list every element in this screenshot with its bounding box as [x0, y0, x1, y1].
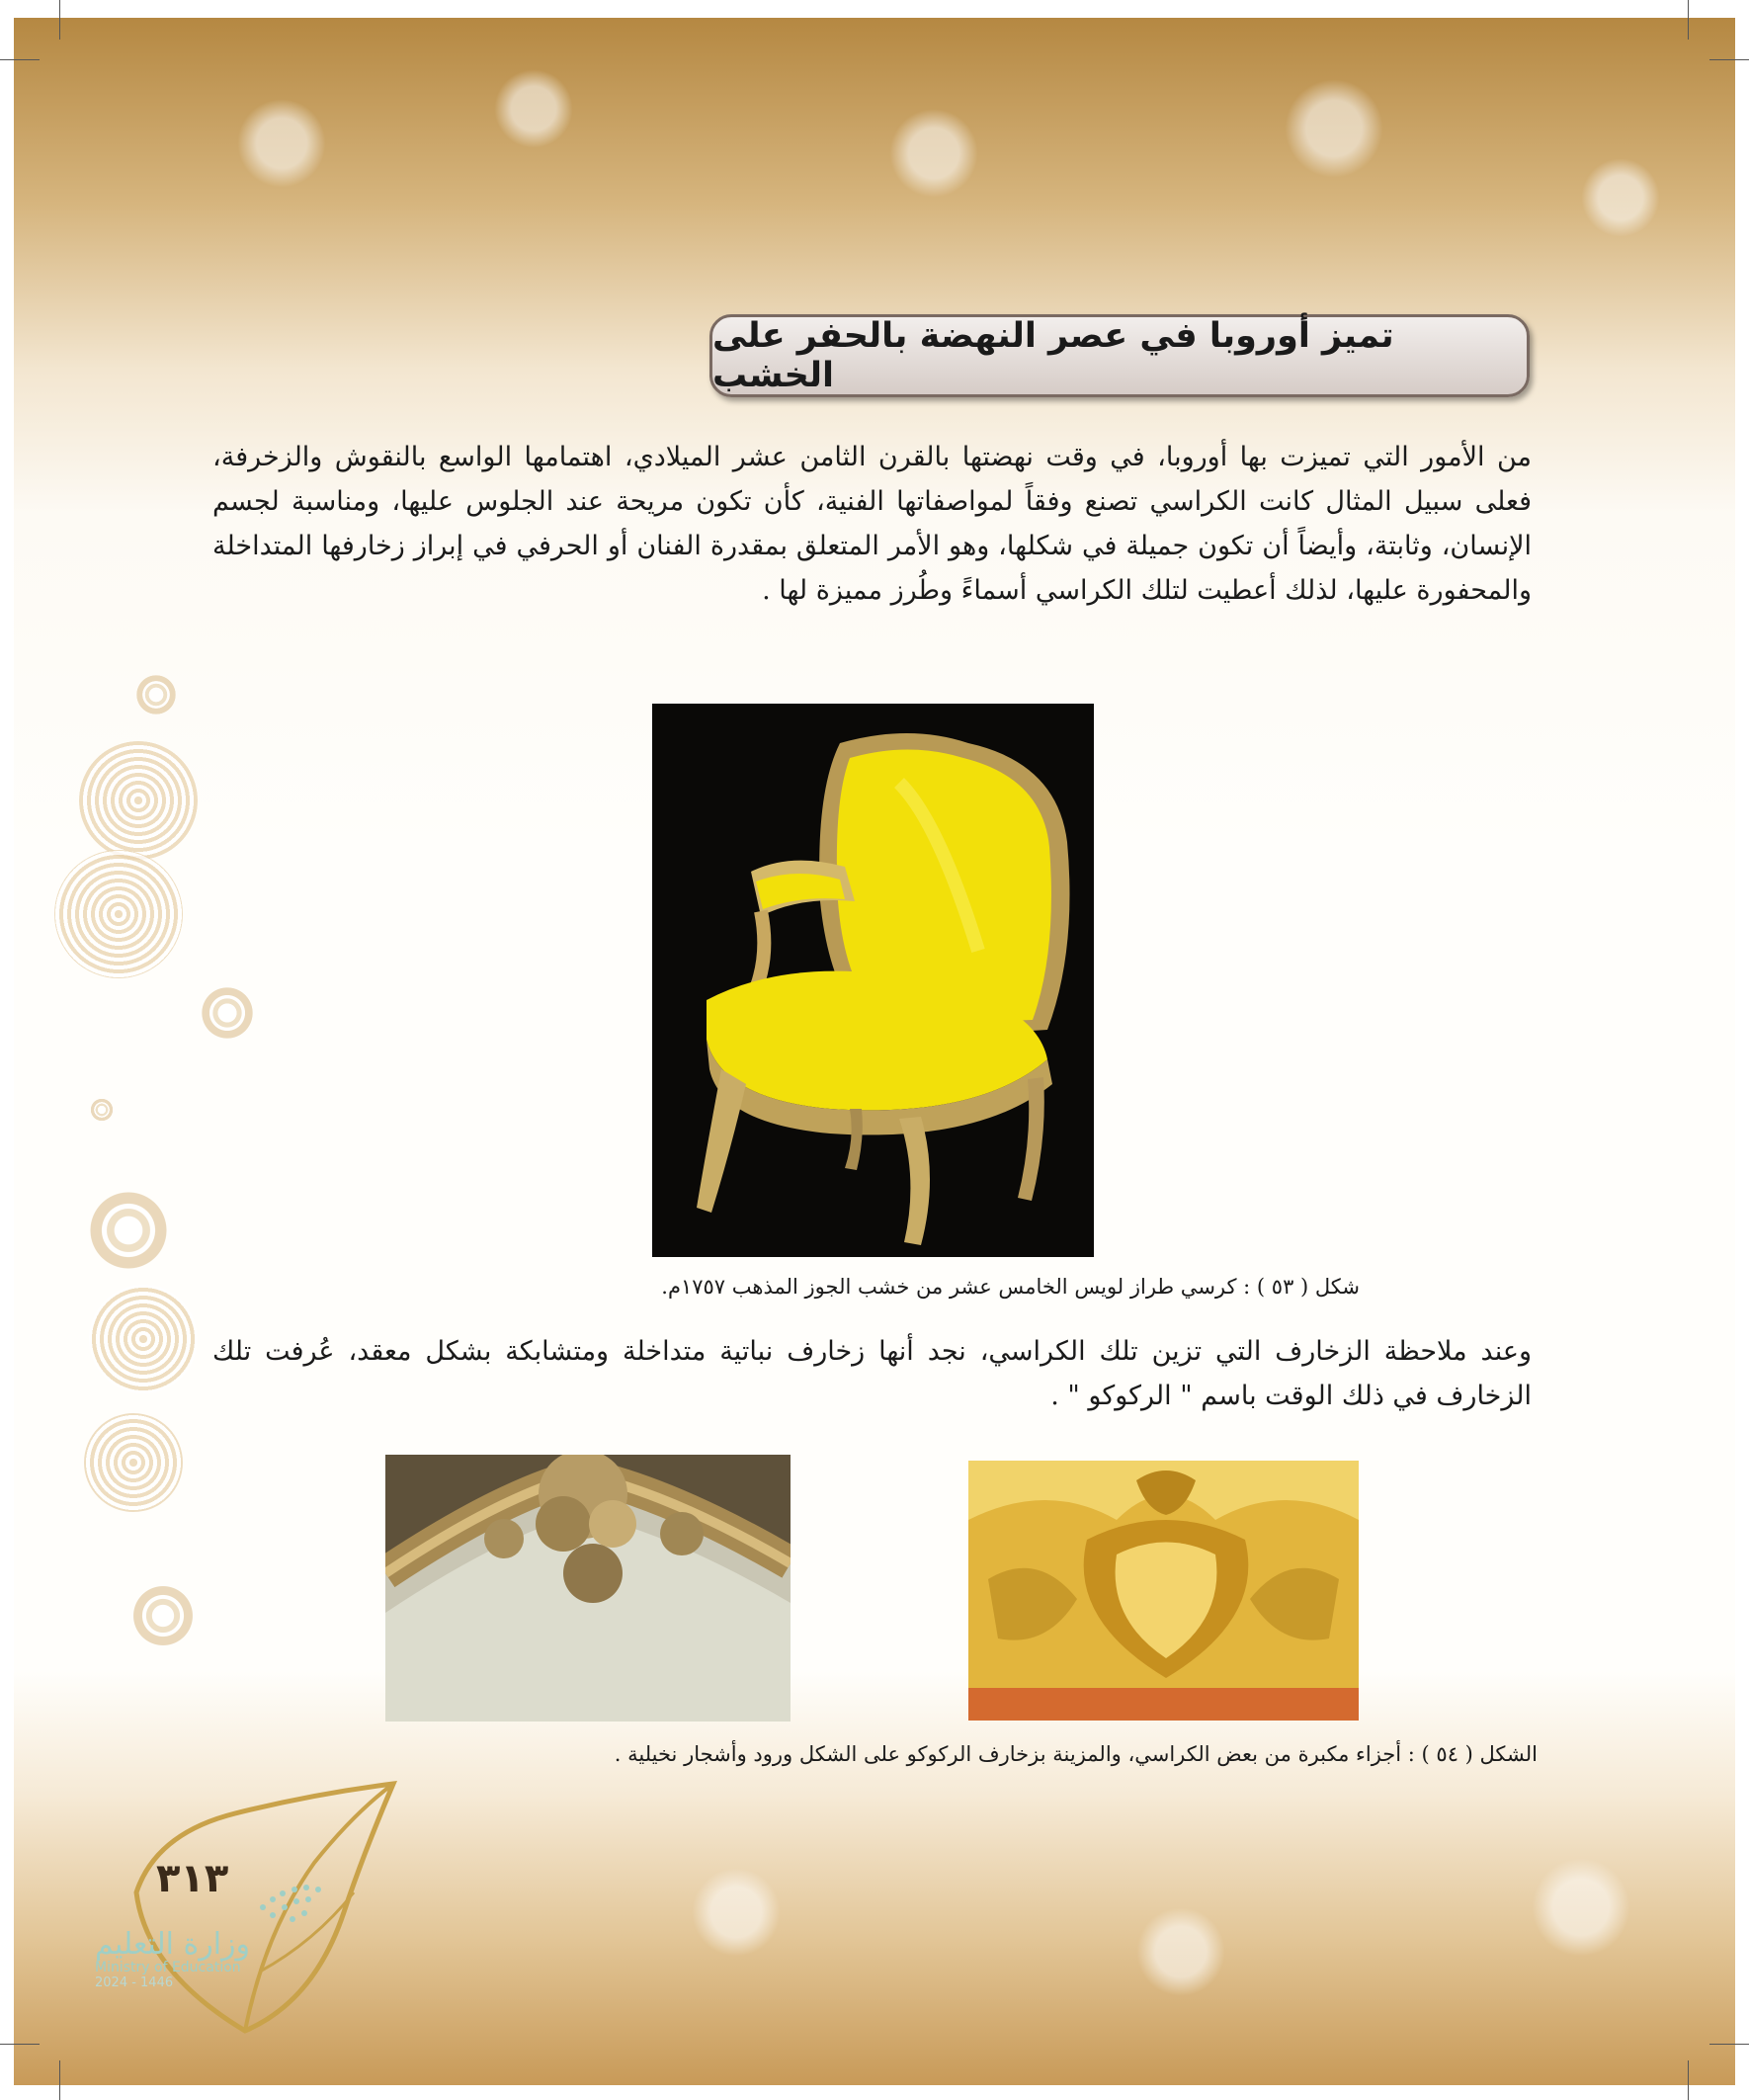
ornament-flower-icon — [89, 1285, 198, 1393]
ornament-flower-icon — [54, 850, 183, 978]
chair-illustration — [652, 704, 1094, 1257]
trim-mark — [1709, 2044, 1749, 2045]
ministry-dots-logo-icon — [253, 1878, 362, 1937]
ornament-flower-icon — [79, 741, 198, 860]
ornament-flower-icon — [84, 1413, 183, 1512]
figure-53-caption: شكل ( ٥٣ ) : كرسي طراز لويس الخامس عشر من خشب الجوز المذهب ١٧٥٧م. — [661, 1275, 1360, 1299]
ornament-flower-icon — [1581, 158, 1660, 237]
ornament-flower-icon — [89, 1097, 115, 1123]
carving-detail-right — [968, 1461, 1359, 1721]
ornament-flower-icon — [128, 1581, 198, 1650]
ornament-flower-icon — [494, 69, 573, 148]
trim-mark — [0, 2044, 40, 2045]
carving-detail-left — [385, 1455, 791, 1722]
ornament-flower-icon — [1285, 79, 1383, 178]
ornament-flower-icon — [1532, 1858, 1630, 1957]
figure-54-carving-photo-right — [968, 1461, 1359, 1721]
ornament-flower-icon — [84, 1186, 173, 1275]
trim-mark — [1709, 59, 1749, 60]
ministry-years: 2024 - 1446 — [95, 1975, 174, 1990]
ornament-flower-icon — [237, 99, 326, 188]
ornament-flower-icon — [692, 1868, 781, 1957]
ornament-flower-icon — [133, 672, 179, 717]
trim-mark — [59, 0, 60, 40]
ministry-name-english: Ministry of Education — [95, 1960, 241, 1975]
section-title-box — [709, 314, 1530, 397]
section-title: تميز أوروبا في عصر النهضة بالحفر على الخشب — [712, 316, 1394, 395]
trim-mark — [59, 2060, 60, 2100]
ministry-logo — [95, 1927, 283, 1990]
ministry-name-arabic: وزارة التعليم — [95, 1927, 251, 1962]
figure-53-chair-photo — [652, 704, 1094, 1257]
trim-mark — [1688, 0, 1689, 40]
trim-mark — [0, 59, 40, 60]
ornament-flower-icon — [889, 109, 978, 198]
ornament-flower-icon — [198, 983, 257, 1043]
figure-54-carving-photo-left — [385, 1455, 791, 1722]
page-number: ٣١٣ — [156, 1856, 229, 1901]
intro-paragraph: من الأمور التي تميزت بها أوروبا، في وقت نهضتها بالقرن الثامن عشر الميلادي، اهتمامها الواسع بالنقوش والزخرفة، فعلى سبيل المثال كانت الكراسي تصنع وفقاً لمواصفاتها الفنية، كأن تكون مريحة عند الجلوس عليها، ومناسبة لجسم الإنسان، وثابتة، وأيضاً أن تكون جميلة في شكلها، وهو الأمر المتعلق بمقدرة الفنان أو الحرفي في إبراز زخارفها المتداخلة والمحفورة عليها، لذلك أعطيت لتلك الكراسي أسماءً وطُرز مميزة لها . — [212, 442, 1532, 606]
trim-mark — [1688, 2060, 1689, 2100]
ornament-flower-icon — [1136, 1907, 1225, 1996]
figure-54-caption: الشكل ( ٥٤ ) : أجزاء مكبرة من بعض الكراسي، والمزينة بزخارف الركوكو على الشكل ورود وأشجار نخيلية . — [614, 1742, 1538, 1766]
rococo-paragraph: وعند ملاحظة الزخارف التي تزين تلك الكراسي، نجد أنها زخارف نباتية متداخلة ومتشابكة بشكل معقد، عُرفت تلك الزخارف في ذلك الوقت باسم " الركوكو " . — [212, 1336, 1532, 1411]
